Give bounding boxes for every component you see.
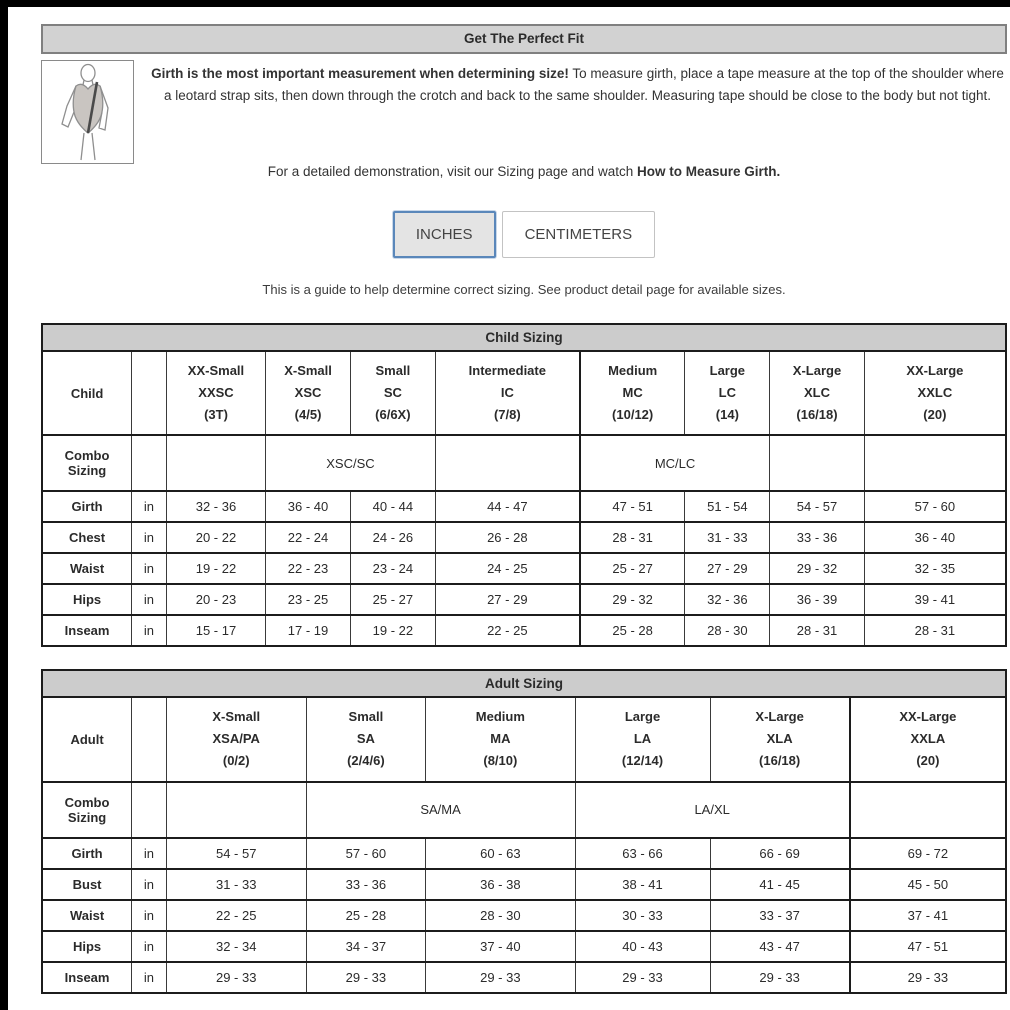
intro-bold-text: Girth is the most important measurement when determining size! (151, 66, 569, 81)
unit-cell: in (132, 491, 167, 522)
size-value-cell: 29 - 32 (580, 584, 685, 615)
size-value-cell: 15 - 17 (166, 615, 265, 646)
size-value-cell: 22 - 25 (435, 615, 580, 646)
size-value-cell: 32 - 36 (685, 584, 770, 615)
size-column-header: X-Small XSC (4/5) (266, 351, 351, 435)
size-value-cell: 22 - 23 (266, 553, 351, 584)
size-value-cell: 36 - 40 (864, 522, 1006, 553)
size-value-cell: 51 - 54 (685, 491, 770, 522)
combo-cell (864, 435, 1006, 491)
unit-cell: in (132, 931, 167, 962)
table-title-row (42, 324, 1006, 351)
combo-sizing-label: Combo Sizing (42, 435, 132, 491)
combo-cell (435, 435, 580, 491)
unit-cell (132, 435, 167, 491)
size-value-cell: 29 - 33 (426, 962, 575, 993)
size-value-cell: 36 - 39 (770, 584, 864, 615)
size-value-cell: 45 - 50 (850, 869, 1006, 900)
table-corner-label: Adult (42, 697, 132, 781)
sizing-note: This is a guide to help determine correct sizing. See product detail page for available sizes. (262, 282, 786, 297)
size-value-cell: 24 - 26 (350, 522, 435, 553)
size-value-cell: 54 - 57 (770, 491, 864, 522)
combo-cell (850, 782, 1006, 838)
size-value-cell: 33 - 36 (306, 869, 426, 900)
size-value-cell: 19 - 22 (350, 615, 435, 646)
leotard-figure-icon (43, 62, 132, 162)
measurement-label: Girth (42, 491, 132, 522)
size-value-cell: 60 - 63 (426, 838, 575, 869)
size-value-cell: 23 - 25 (266, 584, 351, 615)
unit-cell: in (132, 522, 167, 553)
size-value-cell: 25 - 27 (350, 584, 435, 615)
how-to-measure-girth-text: How to Measure Girth. (636, 164, 781, 179)
intro-paragraph (41, 60, 1007, 107)
unit-column-header (132, 697, 167, 781)
demo-line (41, 164, 1007, 179)
unit-column-header (132, 351, 167, 435)
size-value-cell: 25 - 28 (306, 900, 426, 931)
combo-cell: MC/LC (580, 435, 770, 491)
size-value-cell: 33 - 36 (770, 522, 864, 553)
combo-sizing-row (42, 782, 1006, 838)
combo-cell (770, 435, 864, 491)
size-column-header: X-Large XLA (16/18) (710, 697, 850, 781)
unit-toggle-group (41, 211, 1007, 258)
size-value-cell: 37 - 41 (850, 900, 1006, 931)
size-header-row (42, 351, 1006, 435)
size-value-cell: 66 - 69 (710, 838, 850, 869)
combo-cell: XSC/SC (266, 435, 436, 491)
size-column-header: Large LA (12/14) (575, 697, 710, 781)
size-value-cell: 28 - 31 (580, 522, 685, 553)
measurement-label: Hips (42, 931, 132, 962)
size-value-cell: 43 - 47 (710, 931, 850, 962)
size-value-cell: 27 - 29 (685, 553, 770, 584)
size-value-cell: 44 - 47 (435, 491, 580, 522)
measurement-row (42, 869, 1006, 900)
unit-cell: in (132, 962, 167, 993)
table-title-row (42, 670, 1006, 697)
size-value-cell: 34 - 37 (306, 931, 426, 962)
size-column-header: Medium MC (10/12) (580, 351, 685, 435)
size-value-cell: 39 - 41 (864, 584, 1006, 615)
unit-cell: in (132, 584, 167, 615)
size-column-header: XX-Small XXSC (3T) (166, 351, 265, 435)
size-value-cell: 36 - 40 (266, 491, 351, 522)
size-value-cell: 29 - 33 (166, 962, 306, 993)
size-column-header: Large LC (14) (685, 351, 770, 435)
table-title: Child Sizing (42, 324, 1006, 351)
size-value-cell: 31 - 33 (166, 869, 306, 900)
measurement-row (42, 900, 1006, 931)
size-value-cell: 22 - 25 (166, 900, 306, 931)
inches-button[interactable]: INCHES (393, 211, 496, 258)
size-value-cell: 24 - 25 (435, 553, 580, 584)
size-value-cell: 33 - 37 (710, 900, 850, 931)
size-value-cell: 20 - 22 (166, 522, 265, 553)
size-value-cell: 22 - 24 (266, 522, 351, 553)
size-header-row (42, 697, 1006, 781)
measurement-row (42, 584, 1006, 615)
centimeters-button[interactable]: CENTIMETERS (502, 211, 656, 258)
size-column-header: Small SC (6/6X) (350, 351, 435, 435)
size-value-cell: 37 - 40 (426, 931, 575, 962)
unit-cell: in (132, 900, 167, 931)
size-value-cell: 38 - 41 (575, 869, 710, 900)
measurement-row (42, 615, 1006, 646)
measurement-row (42, 522, 1006, 553)
window-border-top (0, 0, 1010, 7)
combo-cell (166, 782, 306, 838)
size-value-cell: 47 - 51 (580, 491, 685, 522)
unit-cell: in (132, 615, 167, 646)
combo-cell (166, 435, 265, 491)
size-column-header: Intermediate IC (7/8) (435, 351, 580, 435)
child-sizing-table (41, 323, 1007, 647)
measurement-row (42, 962, 1006, 993)
size-value-cell: 29 - 33 (850, 962, 1006, 993)
page-title (41, 24, 1007, 54)
size-column-header: Small SA (2/4/6) (306, 697, 426, 781)
table-corner-label: Child (42, 351, 132, 435)
size-value-cell: 25 - 28 (580, 615, 685, 646)
size-value-cell: 23 - 24 (350, 553, 435, 584)
size-value-cell: 36 - 38 (426, 869, 575, 900)
size-value-cell: 47 - 51 (850, 931, 1006, 962)
size-value-cell: 17 - 19 (266, 615, 351, 646)
unit-cell: in (132, 838, 167, 869)
size-column-header: Medium MA (8/10) (426, 697, 575, 781)
measurement-row (42, 491, 1006, 522)
size-value-cell: 57 - 60 (864, 491, 1006, 522)
size-value-cell: 19 - 22 (166, 553, 265, 584)
demo-text: For a detailed demonstration, visit our Sizing page and watch (267, 164, 637, 179)
unit-cell: in (132, 553, 167, 584)
intro-section (41, 60, 1007, 107)
size-value-cell: 20 - 23 (166, 584, 265, 615)
intro-body-text: To measure girth, place a tape measure at the top of the shoulder where a leotard strap sits, then down through the crotch and back to the same shoulder. Measuring tape should be close to the body but not tight. (163, 66, 1004, 103)
size-value-cell: 54 - 57 (166, 838, 306, 869)
measurement-label: Waist (42, 900, 132, 931)
size-value-cell: 41 - 45 (710, 869, 850, 900)
combo-sizing-row (42, 435, 1006, 491)
girth-illustration (41, 60, 134, 164)
measurement-label: Chest (42, 522, 132, 553)
size-value-cell: 32 - 36 (166, 491, 265, 522)
table-title: Adult Sizing (42, 670, 1006, 697)
size-value-cell: 28 - 31 (770, 615, 864, 646)
size-column-header: XX-Large XXLC (20) (864, 351, 1006, 435)
size-value-cell: 31 - 33 (685, 522, 770, 553)
size-value-cell: 30 - 33 (575, 900, 710, 931)
size-value-cell: 26 - 28 (435, 522, 580, 553)
size-column-header: X-Small XSA/PA (0/2) (166, 697, 306, 781)
measurement-label: Waist (42, 553, 132, 584)
size-value-cell: 28 - 30 (426, 900, 575, 931)
measurement-row (42, 838, 1006, 869)
size-value-cell: 29 - 33 (575, 962, 710, 993)
size-value-cell: 29 - 32 (770, 553, 864, 584)
size-value-cell: 69 - 72 (850, 838, 1006, 869)
measurement-label: Hips (42, 584, 132, 615)
measurement-label: Inseam (42, 615, 132, 646)
size-value-cell: 40 - 43 (575, 931, 710, 962)
unit-cell: in (132, 869, 167, 900)
combo-cell: LA/XL (575, 782, 850, 838)
size-column-header: X-Large XLC (16/18) (770, 351, 864, 435)
size-column-header: XX-Large XXLA (20) (850, 697, 1006, 781)
measurement-label: Inseam (42, 962, 132, 993)
combo-sizing-label: Combo Sizing (42, 782, 132, 838)
sizing-guide-panel (41, 24, 1007, 994)
size-value-cell: 29 - 33 (710, 962, 850, 993)
size-value-cell: 63 - 66 (575, 838, 710, 869)
measurement-row (42, 931, 1006, 962)
size-value-cell: 32 - 34 (166, 931, 306, 962)
measurement-label: Girth (42, 838, 132, 869)
size-value-cell: 32 - 35 (864, 553, 1006, 584)
size-value-cell: 57 - 60 (306, 838, 426, 869)
measurement-label: Bust (42, 869, 132, 900)
unit-cell (132, 782, 167, 838)
size-value-cell: 28 - 31 (864, 615, 1006, 646)
measurement-row (42, 553, 1006, 584)
size-value-cell: 28 - 30 (685, 615, 770, 646)
size-value-cell: 29 - 33 (306, 962, 426, 993)
page-title-text: Get The Perfect Fit (463, 31, 585, 46)
size-value-cell: 40 - 44 (350, 491, 435, 522)
window-border-left (0, 0, 8, 1010)
size-value-cell: 25 - 27 (580, 553, 685, 584)
combo-cell: SA/MA (306, 782, 575, 838)
adult-sizing-table (41, 669, 1007, 993)
size-value-cell: 27 - 29 (435, 584, 580, 615)
